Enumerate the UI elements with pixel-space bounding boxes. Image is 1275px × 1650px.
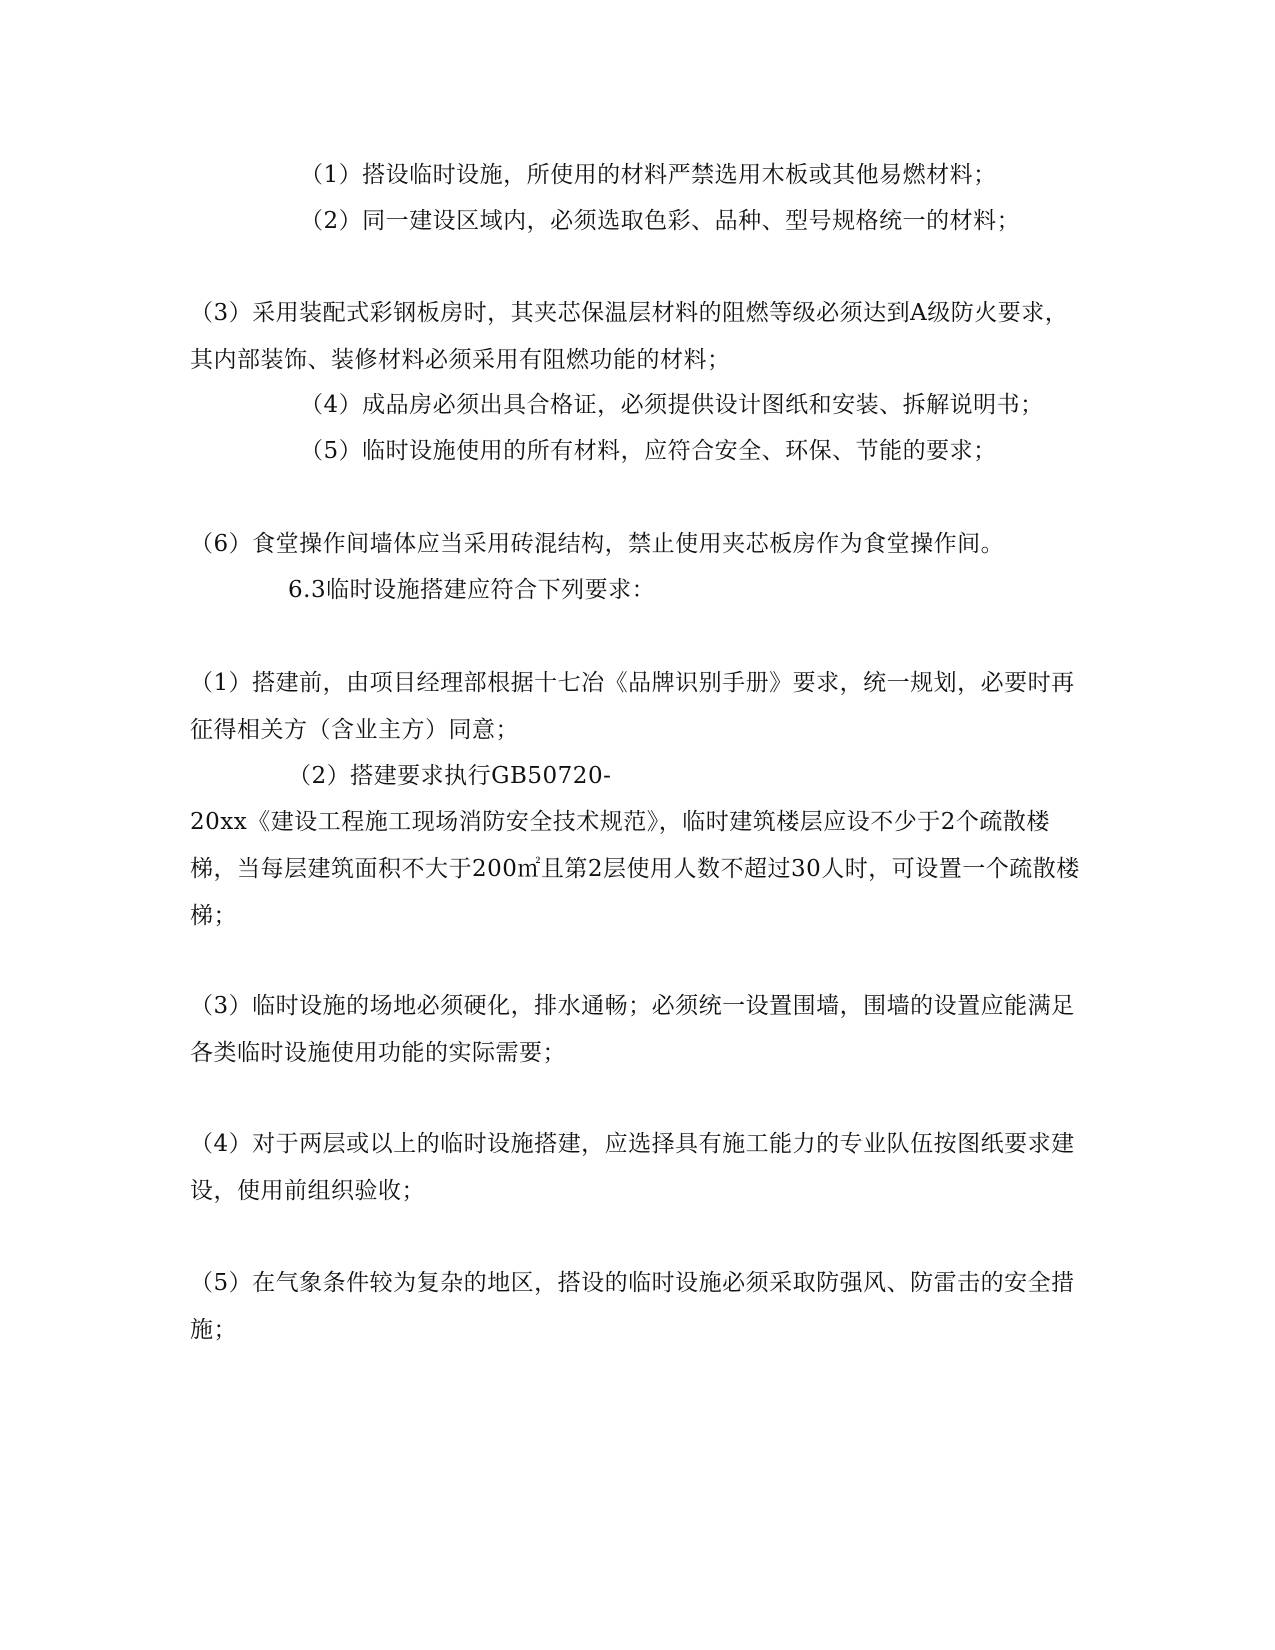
paragraph-material-4: （4）成品房必须出具合格证，必须提供设计图纸和安装、拆解说明书； — [300, 392, 1044, 418]
paragraph-build-4: （4）对于两层或以上的临时设施搭建，应选择具有施工能力的专业队伍按图纸要求建设，使用前组织验收； — [190, 1131, 1075, 1204]
paragraph-build-5: （5）在气象条件较为复杂的地区，搭设的临时设施必须采取防强风、防雷击的安全措施； — [190, 1270, 1075, 1343]
section-heading-6-3: 6.3临时设施搭建应符合下列要求： — [288, 577, 656, 603]
paragraph-build-3: （3）临时设施的场地必须硬化，排水通畅；必须统一设置围墙，围墙的设置应能满足各类临时设施使用功能的实际需要； — [190, 993, 1075, 1066]
paragraph-build-1: （1）搭建前，由项目经理部根据十七冶《品牌识别手册》要求，统一规划，必要时再征得相关方（含业主方）同意； — [190, 670, 1075, 743]
paragraph-material-5: （5）临时设施使用的所有材料，应符合安全、环保、节能的要求； — [300, 438, 997, 464]
paragraph-material-2: （2）同一建设区域内，必须选取色彩、品种、型号规格统一的材料； — [300, 208, 1021, 234]
paragraph-material-6: （6）食堂操作间墙体应当采用砖混结构，禁止使用夹芯板房作为食堂操作间。 — [190, 531, 1005, 557]
paragraph-material-1: （1）搭设临时设施，所使用的材料严禁选用木板或其他易燃材料； — [300, 162, 997, 188]
paragraph-build-2-start: （2）搭建要求执行GB50720- — [288, 763, 612, 789]
paragraph-material-3: （3）采用装配式彩钢板房时，其夹芯保温层材料的阻燃等级必须达到A级防火要求，其内部装饰、装修材料必须采用有阻燃功能的材料； — [190, 300, 1069, 373]
paragraph-build-2-cont: 20xx《建设工程施工现场消防安全技术规范》，临时建筑楼层应设不少于2个疏散楼梯，当每层建筑面积不大于200㎡且第2层使用人数不超过30人时，可设置一个疏散楼梯； — [190, 809, 1080, 929]
